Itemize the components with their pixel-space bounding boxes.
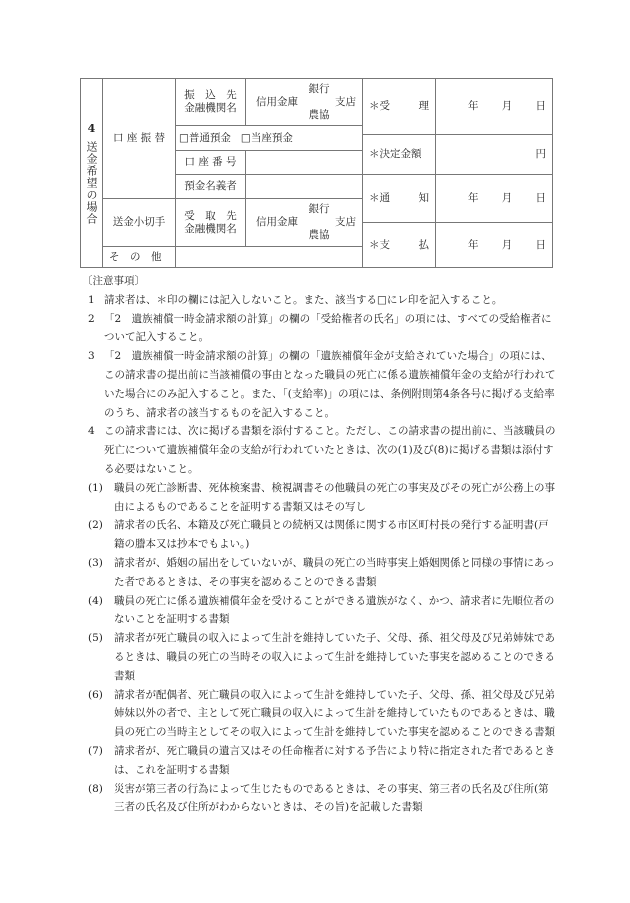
subitem-number: (1)	[88, 481, 103, 494]
subitem-number: (5)	[88, 632, 103, 645]
juri-label-b: 理	[418, 100, 429, 112]
meigi-text: 預金名義者	[184, 180, 237, 192]
juri-label	[362, 78, 436, 135]
notes-subitems	[88, 479, 558, 817]
koza-bango-text: 口 座 番 号	[184, 156, 237, 168]
shiharai-label	[362, 222, 436, 268]
subitem-number: (7)	[88, 744, 103, 757]
section-header	[80, 78, 103, 268]
toza-checkbox[interactable]: □当座預金	[240, 131, 293, 144]
subitem-text: 請求者が、婚姻の届出をしていないが、職員の死亡の当時事実上婚姻関係と同様の事情にあった者であるときは、その事実を認めることのできる書類	[114, 556, 555, 588]
shiharai-year: 年	[468, 238, 479, 251]
shiharai-label-a: ＊支	[369, 238, 390, 251]
note-subitem	[88, 479, 558, 517]
notes-items	[88, 291, 558, 479]
tsuchi-date-field[interactable]	[435, 174, 553, 223]
bank-branch-label: 支店	[335, 95, 356, 108]
uketorisaki-label	[175, 198, 246, 247]
meigi-label	[175, 174, 246, 199]
koza-furikae-label	[102, 78, 176, 199]
note-text: この請求書には、次に掲げる書類を添付すること。ただし、この請求書の提出前に、当該職員の死亡について遺族補償年金の支給が行われていたときは、次の(1)及び(8)に掲げる書類は添付する必要はないこと。	[104, 425, 556, 475]
uketorisaki-line1: 受 取 先	[184, 209, 237, 222]
subitem-text: 請求者が、死亡職員の遺言又はその任命権者に対する予告により特に指定された者であるときは、これを証明する書類	[114, 744, 555, 776]
account-number-field[interactable]	[245, 150, 363, 175]
section-number: 4	[87, 121, 96, 135]
koza-bango-label	[175, 150, 246, 175]
subitem-text: 請求者が死亡職員の収入によって生計を維持していた子、父母、孫、祖父母及び兄弟姉妹であるときは、職員の死亡の当時その収入によって生計を維持していた事実を認めることのできる書類	[114, 632, 555, 682]
tsuchi-label-a: ＊通	[369, 192, 390, 204]
sonota-label	[102, 246, 176, 268]
shiharai-date-field[interactable]	[435, 222, 553, 268]
uketorisaki-line2: 金融機関名	[184, 222, 237, 235]
note-number: 2	[88, 312, 95, 325]
subitem-text: 災害が第三者の行為によって生じたものであるときは、その事実、第三者の氏名及び住所(第三者の氏名及び住所がわからないときは、その旨)を記載した書類	[114, 782, 549, 814]
note-item	[88, 347, 558, 422]
note-subitem	[88, 554, 558, 592]
section-title: 送金希望の場合	[85, 140, 98, 225]
note-subitem	[88, 742, 558, 780]
bank-type-ginko: 銀行	[308, 82, 330, 95]
kettei-amount-field[interactable]	[435, 134, 553, 175]
note-number: 4	[88, 425, 95, 438]
sonota-field[interactable]	[175, 246, 363, 268]
juri-year: 年	[468, 100, 479, 112]
kettei-label	[362, 134, 436, 175]
note-subitem	[88, 686, 558, 742]
bank2-type-nokyo: 農協	[308, 229, 330, 241]
subitem-number: (3)	[88, 556, 103, 569]
subitem-text: 職員の死亡診断書、死体検案書、検視調書その他職員の死亡の事実及びその死亡が公務上の事由によるものであることを証明する書類又はその写し	[114, 481, 555, 513]
koza-furikae-text: 口 座 振 替	[112, 132, 165, 144]
bank2-branch-label: 支店	[335, 216, 356, 228]
furikomisaki-line2: 金融機関名	[184, 102, 237, 114]
notes-heading: 〔注意事項〕	[82, 275, 145, 287]
kettei-text: ＊決定金額	[369, 148, 422, 160]
account-type-row	[175, 125, 363, 151]
note-subitem	[88, 592, 558, 630]
juri-label-a: ＊受	[369, 100, 390, 112]
notes-section	[82, 272, 558, 817]
subitem-text: 請求者の氏名、本籍及び死亡職員との続柄又は関係に関する市区町村長の発行する証明書(戸籍の謄本又は抄本でもよい。)	[114, 519, 549, 551]
shiharai-label-b: 払	[418, 238, 429, 251]
bank2-type-shinkin: 信用金庫	[256, 216, 298, 228]
subitem-number: (8)	[88, 782, 103, 795]
tsuchi-label-b: 知	[418, 192, 429, 204]
subitem-number: (6)	[88, 688, 103, 701]
kogitte-label	[102, 198, 176, 247]
bank2-type-ginko: 銀行	[308, 203, 330, 215]
note-text: 請求者は、＊印の欄には記入しないこと。また、該当する□にレ印を記入すること。	[104, 293, 503, 306]
note-number: 1	[88, 293, 95, 306]
bank-name-field[interactable]	[245, 78, 363, 126]
subitem-number: (4)	[88, 594, 103, 607]
note-subitem	[88, 629, 558, 685]
subitem-text: 職員の死亡に係る遺族補償年金を受けることができる遺族がなく、かつ、請求者に先順位者のないことを証明する書類	[114, 594, 555, 626]
yen-unit: 円	[535, 148, 546, 160]
note-text: 「2 遺族補償一時金請求額の計算」の欄の「遺族補償年金が支給されていた場合」の項には、この請求書の提出前に当該補償の事由となった職員の死亡に係る遺族補償年金の支給が行われていた場合にのみ記入すること。また、「(支給率)」の項には、条例附則第4条各号に掲げる支給率のうち、請求者の該当するものを記入すること。	[104, 350, 556, 419]
shiharai-day: 日	[535, 238, 546, 251]
subitem-text: 請求者が配偶者、死亡職員の収入によって生計を維持していた子、父母、孫、祖父母及び兄弟姉妹以外の者で、主として死亡職員の収入によって生計を維持していたものであるときは、職員の死亡の当時主としてその収入によって生計を維持していた事実を認めることのできる書類	[114, 688, 555, 739]
note-text: 「2 遺族補償一時金請求額の計算」の欄の「受給権者の氏名」の項には、すべての受給権者について記入すること。	[104, 312, 552, 344]
note-item	[88, 422, 558, 478]
subitem-number: (2)	[88, 519, 103, 532]
note-item	[88, 291, 558, 310]
account-holder-field[interactable]	[245, 174, 363, 199]
note-item	[88, 310, 558, 348]
sonota-text: そ の 他	[109, 250, 162, 263]
bank-type-shinkin: 信用金庫	[256, 95, 298, 108]
tsuchi-day: 日	[535, 192, 546, 204]
juri-day: 日	[535, 100, 546, 112]
shiharai-month: 月	[501, 238, 513, 251]
note-subitem	[88, 780, 558, 818]
note-subitem	[88, 516, 558, 554]
note-number: 3	[88, 350, 95, 363]
juri-month: 月	[501, 100, 513, 112]
tsuchi-label	[362, 174, 436, 223]
furikomisaki-label	[175, 78, 246, 126]
tsuchi-month: 月	[501, 192, 513, 204]
bank-type-nokyo: 農協	[308, 108, 330, 121]
bank2-name-field[interactable]	[245, 198, 363, 247]
furikomisaki-line1: 振 込 先	[184, 89, 237, 101]
juri-date-field[interactable]	[435, 78, 553, 135]
kogitte-text: 送金小切手	[112, 216, 166, 228]
tsuchi-year: 年	[468, 192, 479, 204]
futsu-checkbox[interactable]: □普通預金	[179, 131, 231, 144]
